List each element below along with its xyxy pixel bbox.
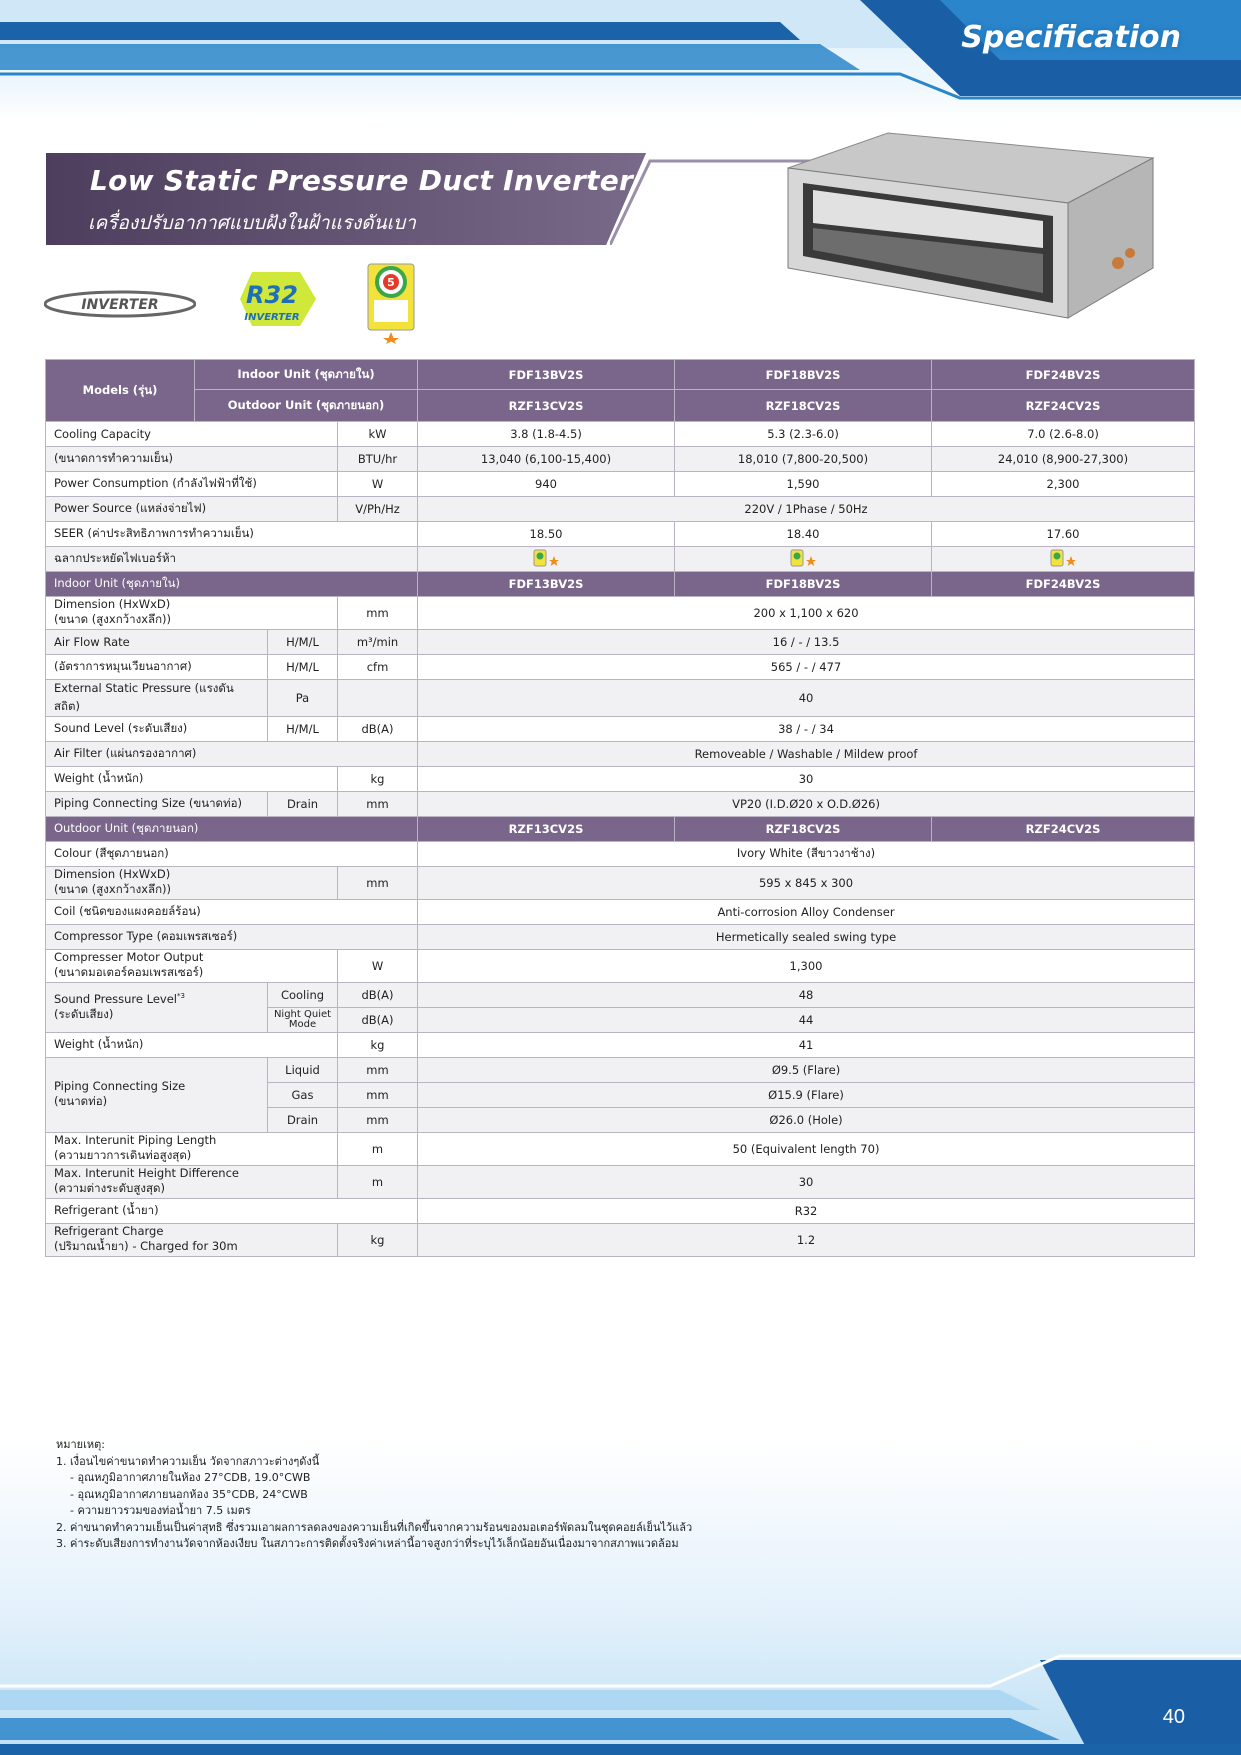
indoor-piping-sub: Drain (268, 792, 338, 817)
page-title: Specification (961, 20, 1181, 55)
cooling-capacity-label: Cooling Capacity (46, 422, 338, 447)
max-length-label: Max. Interunit Piping Length (ความยาวการเดินท่อสูงสุด) (46, 1133, 338, 1166)
air-flow-value-2: 565 / - / 477 (418, 655, 1195, 680)
outdoor-weight-label: Weight (น้ำหนัก) (46, 1033, 338, 1058)
indoor-dimension-label: Dimension (HxWxD) (ขนาด (สูงxกว้างxลึก)) (46, 597, 338, 630)
refrigerant-label: Refrigerant (น้ำยา) (46, 1199, 418, 1224)
outdoor-model-3: RZF24CV2S (932, 390, 1195, 422)
esp-value: 40 (418, 680, 1195, 717)
air-filter-label: Air Filter (แผ่นกรองอากาศ) (46, 742, 418, 767)
bottom-stripes (0, 1640, 1241, 1755)
cooling-kw-2: 5.3 (2.3-6.0) (675, 422, 932, 447)
max-height-value: 30 (418, 1166, 1195, 1199)
power-consumption-label: Power Consumption (กำลังไฟฟ้าที่ใช้) (46, 472, 338, 497)
energy-label-icon-3 (932, 547, 1195, 572)
air-filter-value: Removeable / Washable / Mildew proof (418, 742, 1195, 767)
air-flow-sub-1: H/M/L (268, 630, 338, 655)
models-label: Models (รุ่น) (46, 360, 195, 422)
specification-table (45, 359, 1195, 1257)
air-flow-sub-2: H/M/L (268, 655, 338, 680)
outdoor-dimension-label: Dimension (HxWxD) (ขนาด (สูงxกว้างxลึก)) (46, 867, 338, 900)
outdoor-model-2: RZF18CV2S (675, 390, 932, 422)
indoor-model-2: FDF18BV2S (675, 360, 932, 390)
duct-unit-image (768, 128, 1158, 328)
indoor-piping-value: VP20 (I.D.Ø20 x O.D.Ø26) (418, 792, 1195, 817)
power-consumption-3: 2,300 (932, 472, 1195, 497)
top-stripes (0, 0, 1241, 110)
max-height-label: Max. Interunit Height Difference (ความต่างระดับสูงสุด) (46, 1166, 338, 1199)
power-consumption-1: 940 (418, 472, 675, 497)
outdoor-unit-header: Outdoor Unit (ชุดภายนอก) (195, 390, 418, 422)
cooling-kw-1: 3.8 (1.8-4.5) (418, 422, 675, 447)
piping-gas-value: Ø15.9 (Flare) (418, 1083, 1195, 1108)
air-flow-label: Air Flow Rate (46, 630, 268, 655)
cooling-btu-2: 18,010 (7,800-20,500) (675, 447, 932, 472)
svg-text:R32: R32 (246, 281, 298, 309)
page-number: 40 (1162, 1706, 1185, 1728)
piping-sub-gas: Gas (268, 1083, 338, 1108)
esp-unit: Pa (268, 680, 338, 717)
piping-drain-value: Ø26.0 (Hole) (418, 1108, 1195, 1133)
power-consumption-unit: W (338, 472, 418, 497)
cooling-btu-3: 24,010 (8,900-27,300) (932, 447, 1195, 472)
seer-label: SEER (ค่าประสิทธิภาพการทำความเย็น) (46, 522, 418, 547)
inverter-logo (44, 288, 196, 320)
indoor-model-1: FDF13BV2S (418, 360, 675, 390)
indoor-section-model-3: FDF24BV2S (932, 572, 1195, 597)
indoor-weight-unit: kg (338, 767, 418, 792)
air-flow-value-1: 16 / - / 13.5 (418, 630, 1195, 655)
note-line: - อุณหภูมิอากาศภายนอกห้อง 35°CDB, 24°CWB (70, 1487, 308, 1501)
piping-sub-liquid: Liquid (268, 1058, 338, 1083)
compressor-type-label: Compressor Type (คอมเพรสเซอร์) (46, 925, 418, 950)
outdoor-dimension-value: 595 x 845 x 300 (418, 867, 1195, 900)
indoor-model-3: FDF24BV2S (932, 360, 1195, 390)
indoor-weight-label: Weight (น้ำหนัก) (46, 767, 338, 792)
r32-inverter-logo (238, 268, 318, 330)
piping-liquid-value: Ø9.5 (Flare) (418, 1058, 1195, 1083)
outdoor-weight-unit: kg (338, 1033, 418, 1058)
piping-unit-drain: mm (338, 1108, 418, 1133)
air-flow-label-th: (อัตราการหมุนเวียนอากาศ) (46, 655, 268, 680)
energy-label-no5-logo (366, 262, 416, 344)
cooling-capacity-label-th: (ขนาดการทำความเย็น) (46, 447, 338, 472)
motor-output-value: 1,300 (418, 950, 1195, 983)
cooling-unit-kw: kW (338, 422, 418, 447)
notes-title: หมายเหตุ: (56, 1438, 105, 1451)
product-title: Low Static Pressure Duct Inverter (90, 164, 634, 197)
air-flow-unit-1: m³/min (338, 630, 418, 655)
sound-pressure-unit-1: dB(A) (338, 983, 418, 1008)
power-source-label: Power Source (แหล่งจ่ายไฟ) (46, 497, 338, 522)
svg-text:5: 5 (387, 276, 395, 289)
outdoor-dimension-unit: mm (338, 867, 418, 900)
sound-level-value: 38 / - / 34 (418, 717, 1195, 742)
outdoor-section-model-1: RZF13CV2S (418, 817, 675, 842)
air-flow-unit-2: cfm (338, 655, 418, 680)
colour-value: Ivory White (สีขาวงาช้าง) (418, 842, 1195, 867)
outdoor-model-1: RZF13CV2S (418, 390, 675, 422)
note-line: 3. ค่าระดับเสียงการทำงานวัดจากห้องเงียบ ในสภาวะการติดตั้งจริงค่าเหล่านี้อาจสูงกว่าที่ระบุไว้เล็กน้อยอันเนื่องมาจากสภาพแวดล้อม (56, 1537, 679, 1550)
sound-pressure-unit-2: dB(A) (338, 1008, 418, 1033)
esp-label: External Static Pressure (แรงดันสถิต) (46, 680, 268, 717)
refrigerant-charge-unit: kg (338, 1224, 418, 1257)
note-line: - อุณหภูมิอากาศภายในห้อง 27°CDB, 19.0°CWB (70, 1471, 311, 1484)
motor-output-unit: W (338, 950, 418, 983)
piping-unit-gas: mm (338, 1083, 418, 1108)
notes-block (56, 1437, 692, 1553)
sound-pressure-sub-cooling: Cooling (268, 983, 338, 1008)
note-line: - ความยาวรวมของท่อน้ำยา 7.5 เมตร (70, 1504, 251, 1517)
indoor-unit-header: Indoor Unit (ชุดภายใน) (195, 360, 418, 390)
sound-pressure-label: Sound Pressure Level$^{*3}$ (ระดับเสียง) (46, 983, 268, 1033)
sound-level-unit: dB(A) (338, 717, 418, 742)
seer-3: 17.60 (932, 522, 1195, 547)
energy-label-icon-2 (675, 547, 932, 572)
indoor-piping-label: Piping Connecting Size (ขนาดท่อ) (46, 792, 268, 817)
product-subtitle: เครื่องปรับอากาศแบบฝังในฝ้าแรงดันเบา (88, 212, 416, 234)
seer-2: 18.40 (675, 522, 932, 547)
max-length-value: 50 (Equivalent length 70) (418, 1133, 1195, 1166)
sound-pressure-value-1: 48 (418, 983, 1195, 1008)
indoor-section-model-1: FDF13BV2S (418, 572, 675, 597)
indoor-dimension-value: 200 x 1,100 x 620 (418, 597, 1195, 630)
svg-text:INVERTER: INVERTER (244, 312, 300, 323)
indoor-section-label: Indoor Unit (ชุดภายใน) (46, 572, 418, 597)
colour-label: Colour (สีชุดภายนอก) (46, 842, 418, 867)
sound-level-label: Sound Level (ระดับเสียง) (46, 717, 268, 742)
max-length-unit: m (338, 1133, 418, 1166)
compressor-type-value: Hermetically sealed swing type (418, 925, 1195, 950)
indoor-piping-unit: mm (338, 792, 418, 817)
refrigerant-charge-label: Refrigerant Charge (ปริมาณน้ำยา) - Charged for 30m (46, 1224, 338, 1257)
indoor-weight-value: 30 (418, 767, 1195, 792)
piping-sub-drain: Drain (268, 1108, 338, 1133)
outdoor-piping-label: Piping Connecting Size (ขนาดท่อ) (46, 1058, 268, 1133)
energy-label-row-label: ฉลากประหยัดไฟเบอร์ห้า (46, 547, 418, 572)
outdoor-weight-value: 41 (418, 1033, 1195, 1058)
seer-1: 18.50 (418, 522, 675, 547)
motor-output-label: Compresser Motor Output (ขนาดมอเตอร์คอมเพรสเซอร์) (46, 950, 338, 983)
outdoor-section-model-2: RZF18CV2S (675, 817, 932, 842)
cooling-btu-1: 13,040 (6,100-15,400) (418, 447, 675, 472)
piping-unit-liquid: mm (338, 1058, 418, 1083)
energy-label-icon-1 (418, 547, 675, 572)
sound-pressure-sub-night: Night Quiet Mode (268, 1008, 338, 1033)
cooling-unit-btu: BTU/hr (338, 447, 418, 472)
outdoor-section-label: Outdoor Unit (ชุดภายนอก) (46, 817, 418, 842)
note-line: 2. ค่าขนาดทำความเย็นเป็นค่าสุทธิ ซึ่งรวมเอาผลการลดลงของความเย็นที่เกิดขึ้นจากความร้อนของมอเตอร์พัดลมในชุดคอยล์เย็นไว้แล้ว (56, 1520, 693, 1534)
outdoor-section-model-3: RZF24CV2S (932, 817, 1195, 842)
indoor-dimension-unit: mm (338, 597, 418, 630)
max-height-unit: m (338, 1166, 418, 1199)
power-consumption-2: 1,590 (675, 472, 932, 497)
coil-value: Anti-corrosion Alloy Condenser (418, 900, 1195, 925)
note-line: 1. เงื่อนไขค่าขนาดทำความเย็น วัดจากสภาวะต่างๆดังนี้ (56, 1454, 320, 1468)
refrigerant-value: R32 (418, 1199, 1195, 1224)
coil-label: Coil (ชนิดของแผงคอยล์ร้อน) (46, 900, 418, 925)
cooling-kw-3: 7.0 (2.6-8.0) (932, 422, 1195, 447)
refrigerant-charge-value: 1.2 (418, 1224, 1195, 1257)
power-source-unit: V/Ph/Hz (338, 497, 418, 522)
power-source-value: 220V / 1Phase / 50Hz (418, 497, 1195, 522)
indoor-section-model-2: FDF18BV2S (675, 572, 932, 597)
sound-pressure-value-2: 44 (418, 1008, 1195, 1033)
sound-level-sub: H/M/L (268, 717, 338, 742)
svg-text:INVERTER: INVERTER (81, 297, 159, 313)
